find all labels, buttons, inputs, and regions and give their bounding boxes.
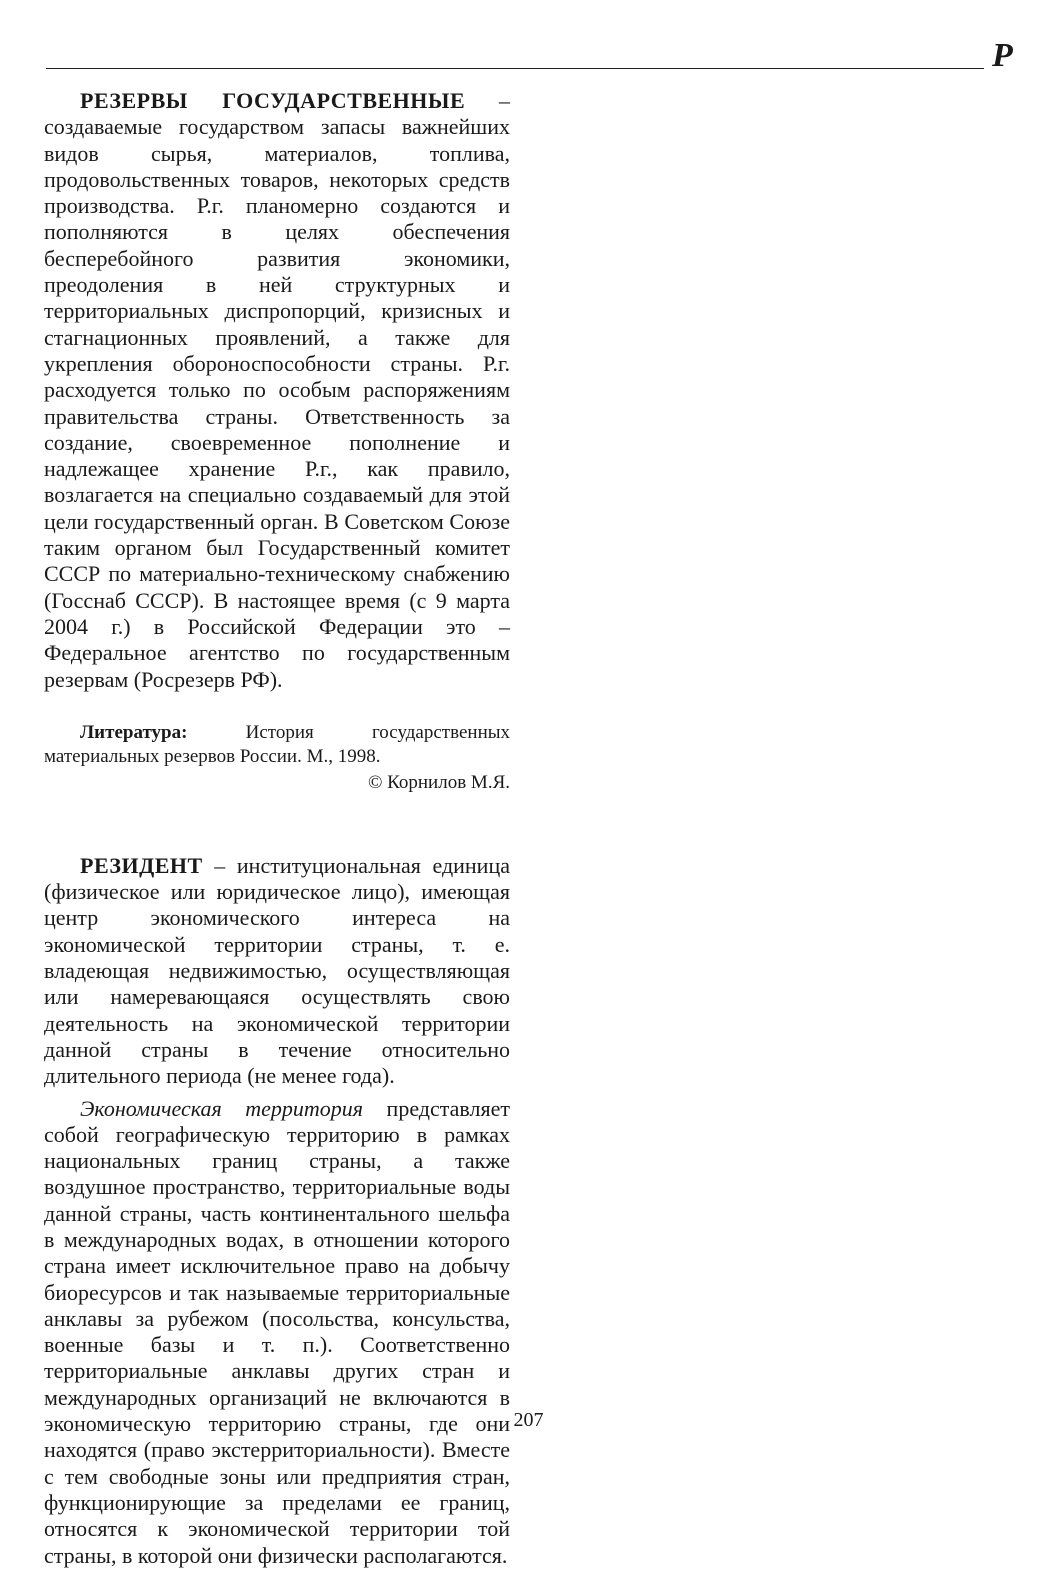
entry-text-territory: представляет собой географическую территорию в рамках национальных границ страны, а также воздушное пространство, территориальные воды данной страны, часть континентального шельфа в международных водах, в отношении которого страна имеет исключительное право на добычу биоресурсов и так называемые территориальные анклавы за рубежом (посольства, консульства, военные базы и т. п.). Соответственно территориальные анклавы других стран и международных организаций не включаются в экономическую территорию страны, где они находятся (право экстерриториальности). Вместе с тем свободные зоны или предприятия стран, функционирующие за пределами ее границ, относятся к экономической территории той страны, в которой они физически располагаются.: [44, 1095, 510, 1568]
literature-label: Литература:: [80, 721, 188, 743]
entry-resident-territory-paragraph: [44, 1096, 510, 1569]
section-letter: Р: [992, 37, 1013, 74]
entry-resident-definition: [44, 853, 510, 1090]
left-column: [44, 86, 510, 1569]
author-reserves: © Корнилов М.Я.: [367, 771, 510, 793]
header-rule: [46, 68, 984, 69]
entry-text-reserves: – создаваемые государством запасы важнейших видов сырья, материалов, топлива, продовольственных товаров, некоторых средств производства. Р.г. планомерно создаются и пополняются в целях обеспечения бесперебойного развития экономики, преодоления в ней структурных и территориальных диспропорций, кризисных и стагнационных проявлений, а также для укрепления обороноспособности страны. Р.г. расходуется только по особым распоряжениям правительства страны. Ответственность за создание, своевременное пополнение и надлежащее хранение Р.г., как правило, возлагается на специально создаваемый для этой цели государственный орган. В Советском Союзе таким органом был Государственный комитет СССР по материально-техническому снабжению (Госснаб СССР). В настоящее время (с 9 марта 2004 г.) в Российской Федерации это – Федеральное агентство по государственным резервам (Росрезерв РФ).: [44, 88, 510, 692]
entry-text-resident: – институциональная единица (физическое или юридическое лицо), имеющая центр экономического интереса на экономической территории страны, т. е. владеющая недвижимостью, осуществляющая или намеревающаяся осуществлять свою деятельность на экономической территории данной страны в течение относительно длительного периода (не менее года).: [44, 852, 510, 1089]
literature-text: История государственных материальных резервов России. М., 1998.: [44, 721, 510, 767]
entry-term-reserves: РЕЗЕРВЫ ГОСУДАРСТВЕННЫЕ: [80, 88, 466, 113]
entry-term-resident: РЕЗИДЕНТ: [80, 852, 203, 878]
literature-reserves: [44, 721, 510, 769]
emphasis-economic-territory: Экономическая территория: [80, 1095, 363, 1121]
page-number: 207: [513, 1409, 544, 1431]
entry-reserves-definition: [44, 88, 510, 693]
